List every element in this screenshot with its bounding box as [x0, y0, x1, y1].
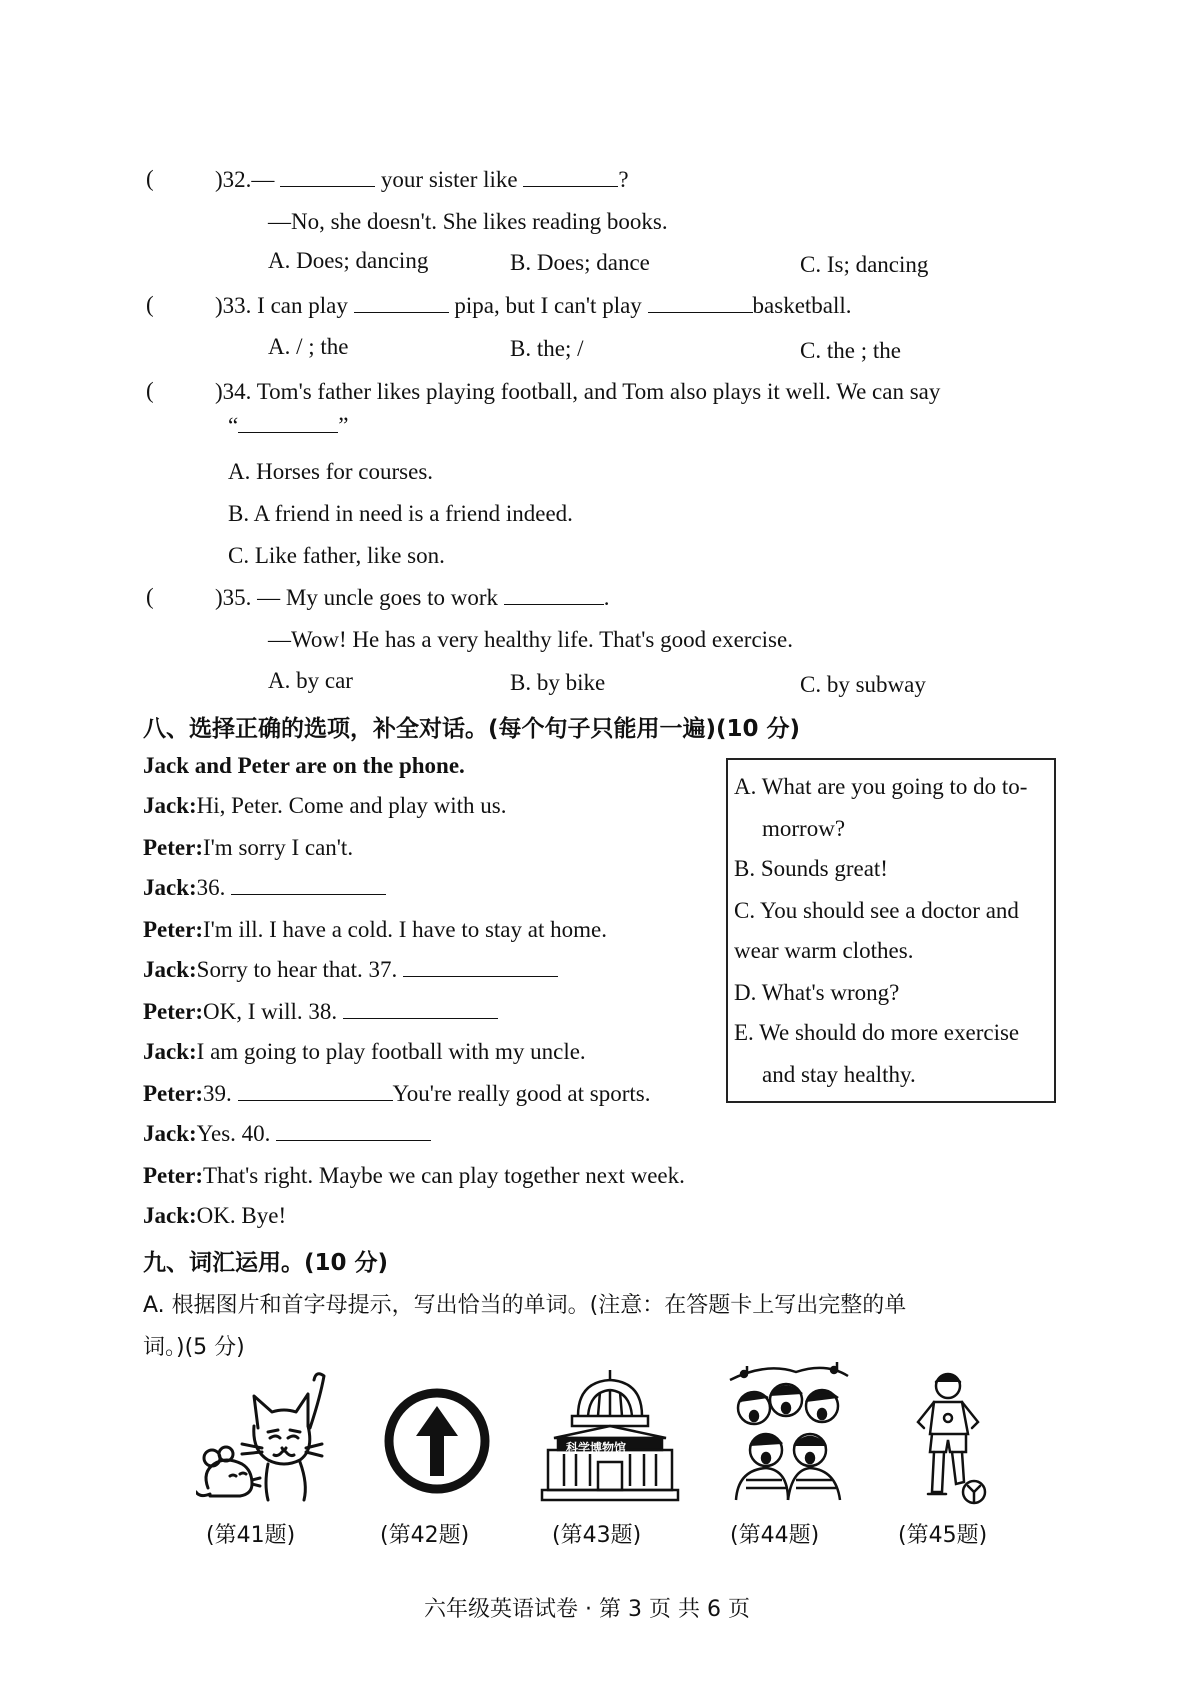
option-c: C. Like father, like son. — [228, 543, 445, 568]
dialog-line — [143, 1080, 650, 1108]
dialog-text: I am going to play football with my uncle. — [196, 1039, 586, 1064]
blank[interactable] — [523, 166, 618, 187]
section-9-title: 九、词汇运用。(10 分) — [143, 1250, 389, 1276]
quote-close: ” — [338, 413, 349, 438]
question-reply: —No, she doesn't. She likes reading books. — [268, 209, 668, 234]
dialog-text: I'm sorry I can't. — [203, 835, 354, 860]
option-a: A. Does; dancing — [268, 248, 429, 273]
option-b: B. A friend in need is a friend indeed. — [228, 501, 573, 526]
blank[interactable] — [504, 584, 604, 605]
question-34: )34. Tom's father likes playing football, and Tom also plays it well. We can say — [215, 379, 941, 404]
blank[interactable] — [648, 292, 753, 313]
quote-blank — [228, 412, 348, 440]
speaker: Peter: — [143, 999, 203, 1024]
dialog-intro: Jack and Peter are on the phone. — [143, 753, 465, 778]
dialog-line — [143, 1120, 431, 1148]
section-8-title: 八、选择正确的选项，补全对话。(每个句子只能用一遍)(10 分) — [143, 716, 801, 742]
box-option-e-cont: and stay healthy. — [762, 1062, 916, 1087]
blank[interactable] — [238, 412, 338, 433]
blank[interactable] — [343, 998, 498, 1019]
question-33 — [215, 292, 852, 320]
speaker: Jack: — [143, 1121, 197, 1146]
blank[interactable] — [238, 1080, 393, 1101]
option-a: A. / ; the — [268, 334, 349, 359]
blank[interactable] — [354, 292, 449, 313]
section-9-instruction: A. 根据图片和首字母提示，写出恰当的单词。(注意：在答题卡上写出完整的单 — [143, 1293, 907, 1318]
question-text: pipa, but I can't play — [454, 293, 642, 318]
option-c: C. Is; dancing — [800, 252, 929, 277]
period: . — [603, 585, 610, 610]
dialog-line — [143, 874, 386, 902]
question-text: )33. I can play — [215, 293, 348, 318]
speaker: Peter: — [143, 1081, 203, 1106]
box-option-c: C. You should see a doctor and — [734, 898, 1019, 923]
answer-paren: ( — [146, 584, 154, 609]
question-number: )32. — [215, 167, 252, 192]
speaker: Peter: — [143, 917, 203, 942]
dialog-line — [143, 1202, 286, 1230]
museum-sign-text: 科学博物馆 — [566, 1441, 627, 1455]
option-b: B. Does; dance — [510, 250, 650, 275]
caption-43: (第43题) — [552, 1523, 642, 1548]
dialog-text: You're really good at sports. — [392, 1081, 651, 1106]
question-35 — [215, 584, 610, 612]
dialog-line — [143, 1162, 685, 1190]
caption-42: (第42题) — [380, 1523, 470, 1548]
box-option-a: A. What are you going to do to- — [734, 774, 1028, 799]
page-footer: 六年级英语试卷 · 第 3 页 共 6 页 — [424, 1597, 750, 1622]
quote-open: “ — [228, 413, 239, 438]
option-c: C. by subway — [800, 672, 926, 697]
science-museum-icon — [540, 1366, 680, 1504]
dialog-text: 36. — [196, 875, 226, 900]
dialog-text: 39. — [203, 1081, 232, 1106]
question-mark: ? — [618, 167, 629, 192]
speaker: Jack: — [143, 1039, 197, 1064]
speaker: Jack: — [143, 957, 197, 982]
box-option-c-cont: wear warm clothes. — [734, 938, 914, 963]
option-b: B. by bike — [510, 670, 606, 695]
option-c: C. the ; the — [800, 338, 901, 363]
answer-paren: ( — [146, 292, 154, 317]
answer-paren: ( — [146, 166, 154, 191]
football-player-icon — [904, 1368, 994, 1506]
blank[interactable] — [231, 874, 386, 895]
question-text: basketball. — [752, 293, 852, 318]
singing-children-icon — [726, 1362, 852, 1502]
caption-44: (第44题) — [730, 1523, 820, 1548]
dialog-line — [143, 998, 498, 1026]
option-a: A. Horses for courses. — [228, 459, 434, 484]
blank[interactable] — [403, 956, 558, 977]
box-option-d: D. What's wrong? — [734, 980, 900, 1005]
box-option-e: E. We should do more exercise — [734, 1020, 1020, 1045]
dialog-line — [143, 956, 558, 984]
dialog-line — [143, 1038, 586, 1066]
dialog-line — [143, 792, 507, 820]
speaker: Peter: — [143, 835, 203, 860]
blank[interactable] — [276, 1120, 431, 1141]
dialog-text: Hi, Peter. Come and play with us. — [196, 793, 507, 818]
dialog-text: OK, I will. 38. — [203, 999, 338, 1024]
option-b: B. the; / — [510, 336, 584, 361]
dialog-text: I'm ill. I have a cold. I have to stay at home. — [203, 917, 607, 942]
question-32 — [215, 166, 629, 194]
dash: — — [251, 167, 275, 192]
speaker: Jack: — [143, 793, 197, 818]
speaker: Jack: — [143, 875, 197, 900]
speaker: Jack: — [143, 1203, 197, 1228]
box-option-a-cont: morrow? — [762, 816, 846, 841]
dialog-line — [143, 916, 607, 944]
caption-41: (第41题) — [206, 1523, 296, 1548]
answer-paren: ( — [146, 378, 154, 403]
section-9-instruction-cont: 词。)(5 分) — [143, 1335, 245, 1360]
dialog-text: Yes. 40. — [196, 1121, 271, 1146]
dialog-line — [143, 834, 353, 862]
option-a: A. by car — [268, 668, 353, 693]
up-arrow-icon — [384, 1388, 490, 1494]
box-option-b: B. Sounds great! — [734, 856, 888, 881]
cat-and-mouse-icon — [196, 1368, 326, 1503]
options-box — [726, 758, 1056, 1103]
caption-45: (第45题) — [898, 1523, 988, 1548]
question-text: your sister like — [380, 167, 518, 192]
blank[interactable] — [280, 166, 375, 187]
dialog-text: That's right. Maybe we can play together next week. — [203, 1163, 685, 1188]
question-reply: —Wow! He has a very healthy life. That's good exercise. — [268, 627, 793, 652]
dialog-text: OK. Bye! — [196, 1203, 287, 1228]
question-text: )35. — My uncle goes to work — [215, 585, 498, 610]
dialog-text: Sorry to hear that. 37. — [196, 957, 398, 982]
speaker: Peter: — [143, 1163, 203, 1188]
